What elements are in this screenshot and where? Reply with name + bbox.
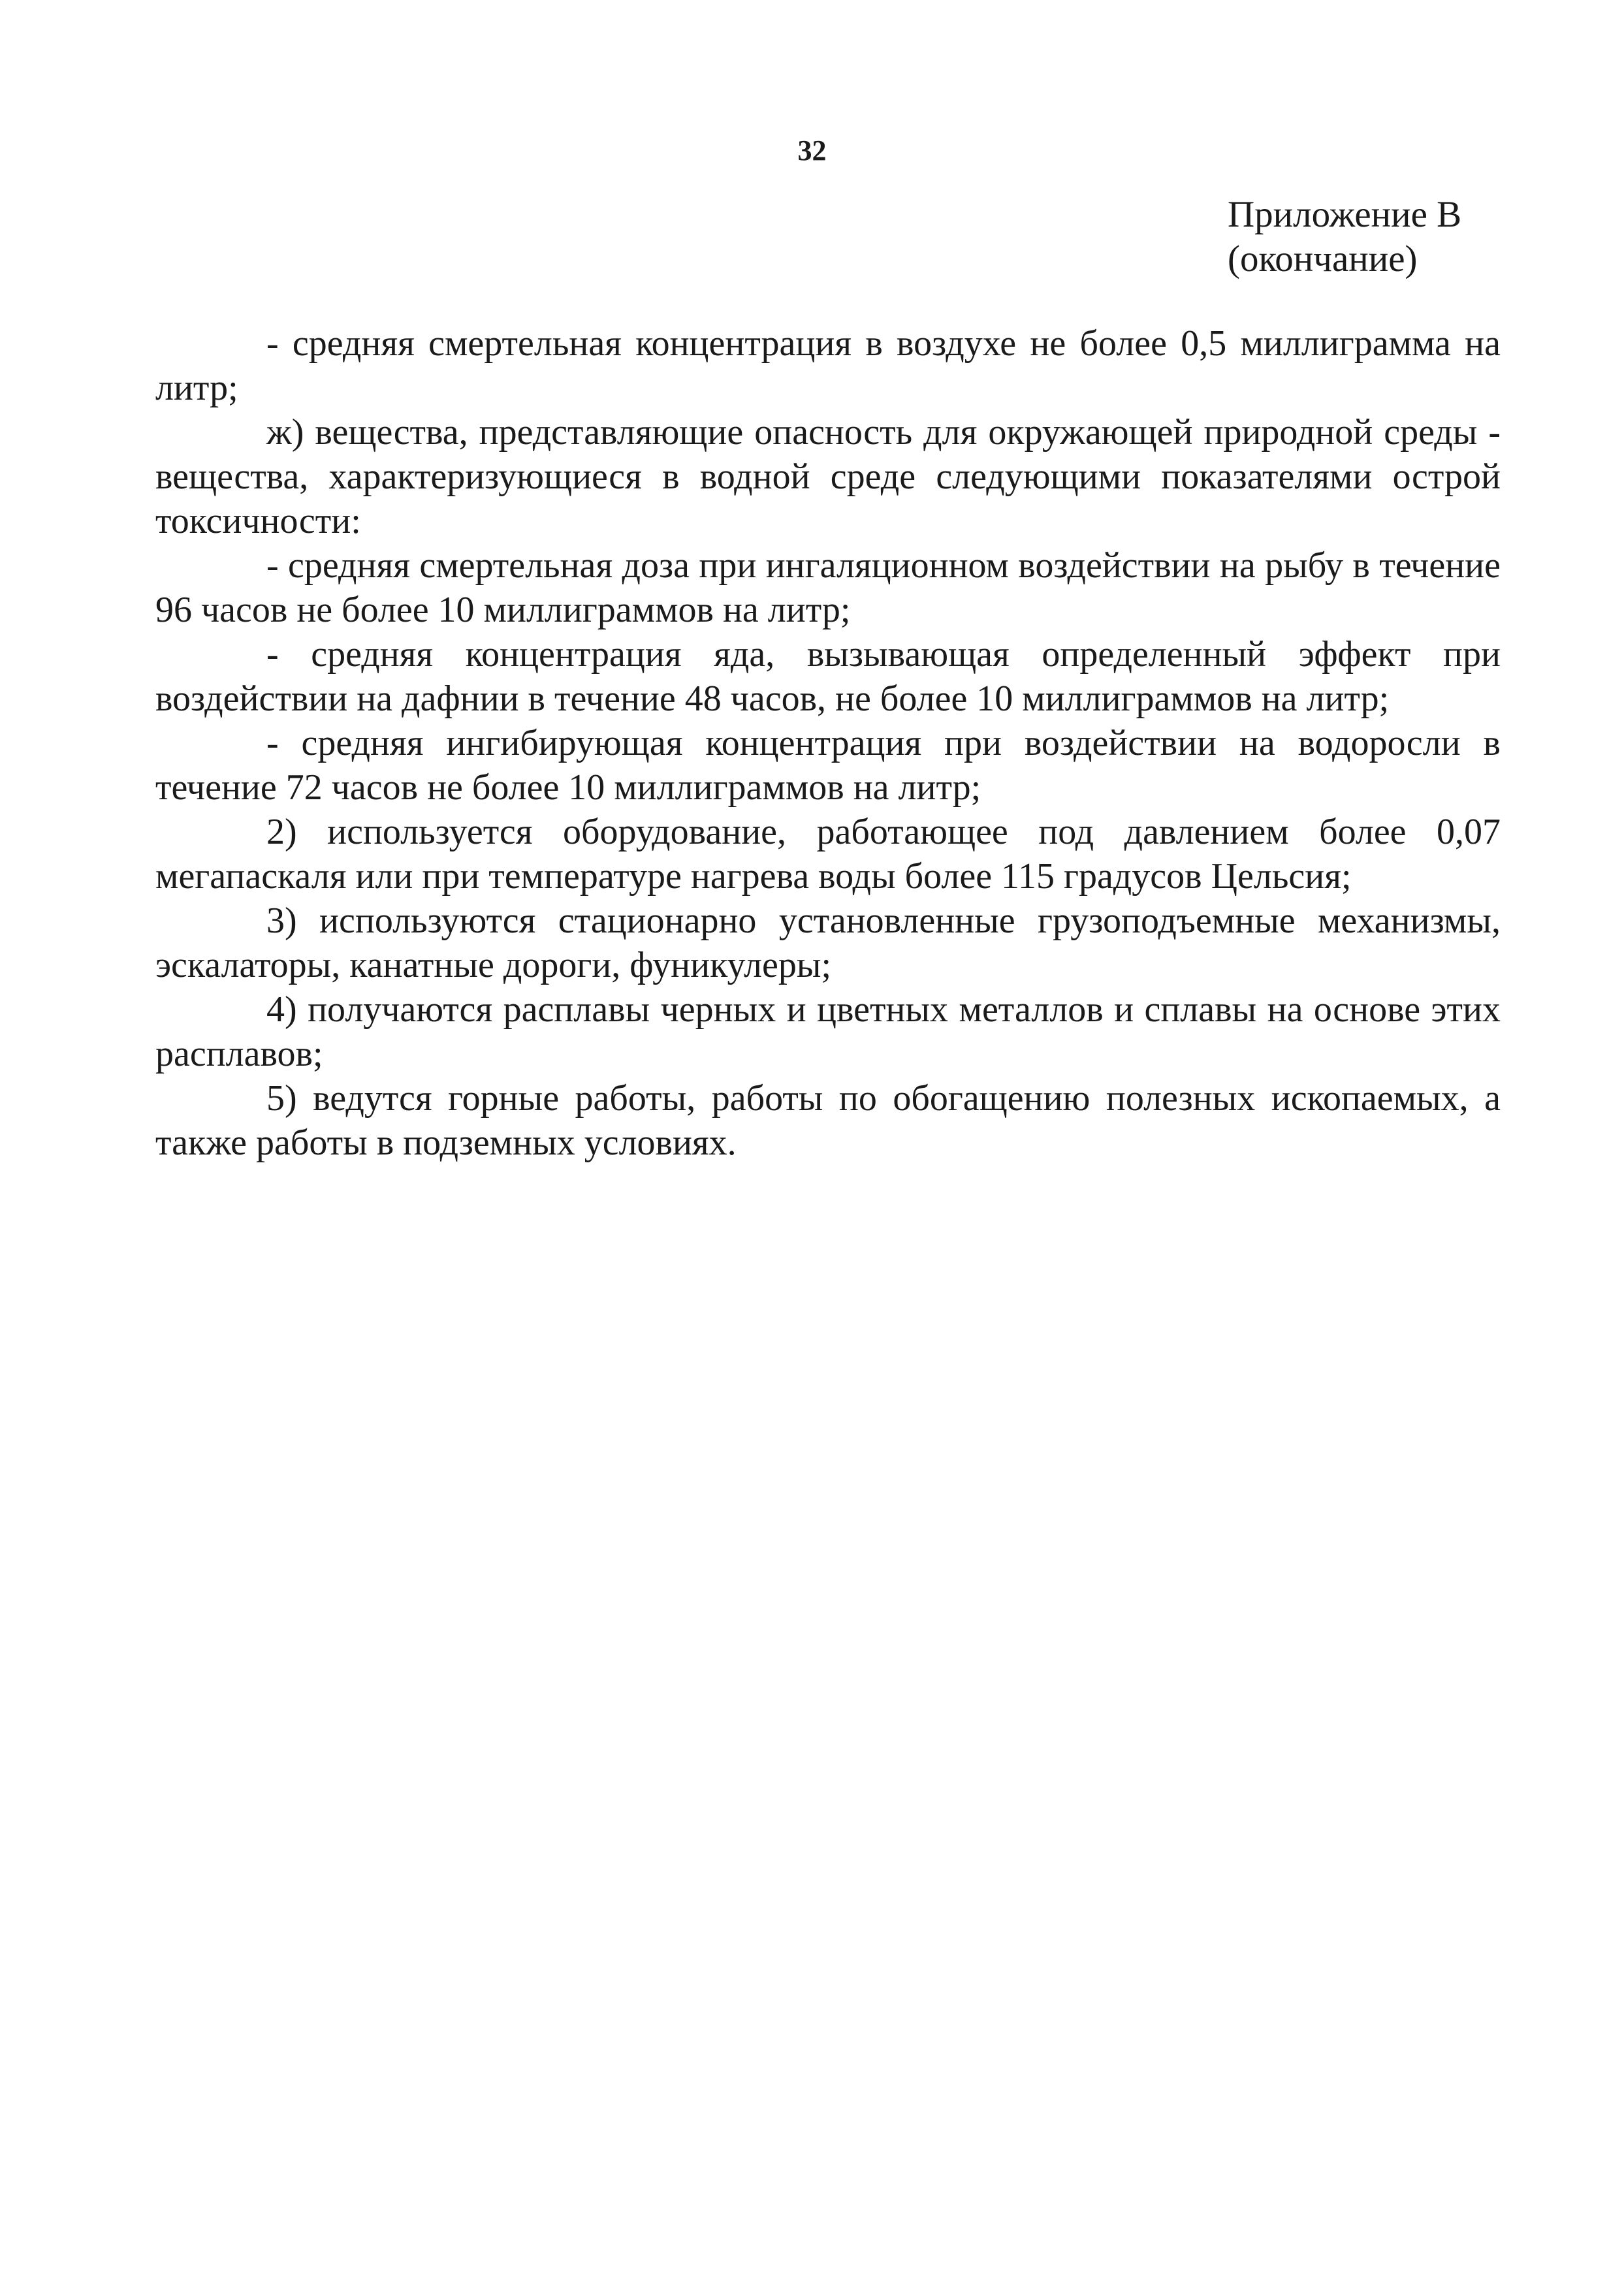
paragraph: 3) используются стационарно установленные грузоподъемные механизмы, эскалаторы, канатные дороги, фуникулеры; xyxy=(155,900,1501,985)
body-text xyxy=(155,321,1501,1165)
paragraph: 4) получаются расплавы черных и цветных металлов и сплавы на основе этих расплавов; xyxy=(155,989,1501,1074)
paragraph: - средняя ингибирующая концентрация при воздействии на водоросли в течение 72 часов не более 10 миллиграммов на литр; xyxy=(155,723,1501,808)
paragraph: - средняя концентрация яда, вызывающая определенный эффект при воздействии на дафнии в течение 48 часов, не более 10 миллиграммов на литр; xyxy=(155,634,1501,719)
page-number: 32 xyxy=(797,135,827,167)
appendix-subtitle: (окончание) xyxy=(1228,238,1418,279)
paragraph: 5) ведутся горные работы, работы по обогащению полезных ископаемых, а также работы в подземных условиях. xyxy=(155,1078,1501,1163)
appendix-heading xyxy=(1228,193,1461,281)
paragraph: ж) вещества, представляющие опасность для окружающей природной среды - вещества, характеризующиеся в водной среде следующими показателями острой токсичности: xyxy=(155,412,1501,541)
appendix-title: Приложение В xyxy=(1228,194,1462,235)
paragraph: 2) используется оборудование, работающее под давлением более 0,07 мегапаскаля или при температуре нагрева воды более 115 градусов Цельсия; xyxy=(155,812,1501,897)
paragraph: - средняя смертельная доза при ингаляционном воздействии на рыбу в течение 96 часов не более 10 миллиграммов на литр; xyxy=(155,545,1501,630)
paragraph: - средняя смертельная концентрация в воздухе не более 0,5 миллиграмма на литр; xyxy=(155,323,1501,408)
